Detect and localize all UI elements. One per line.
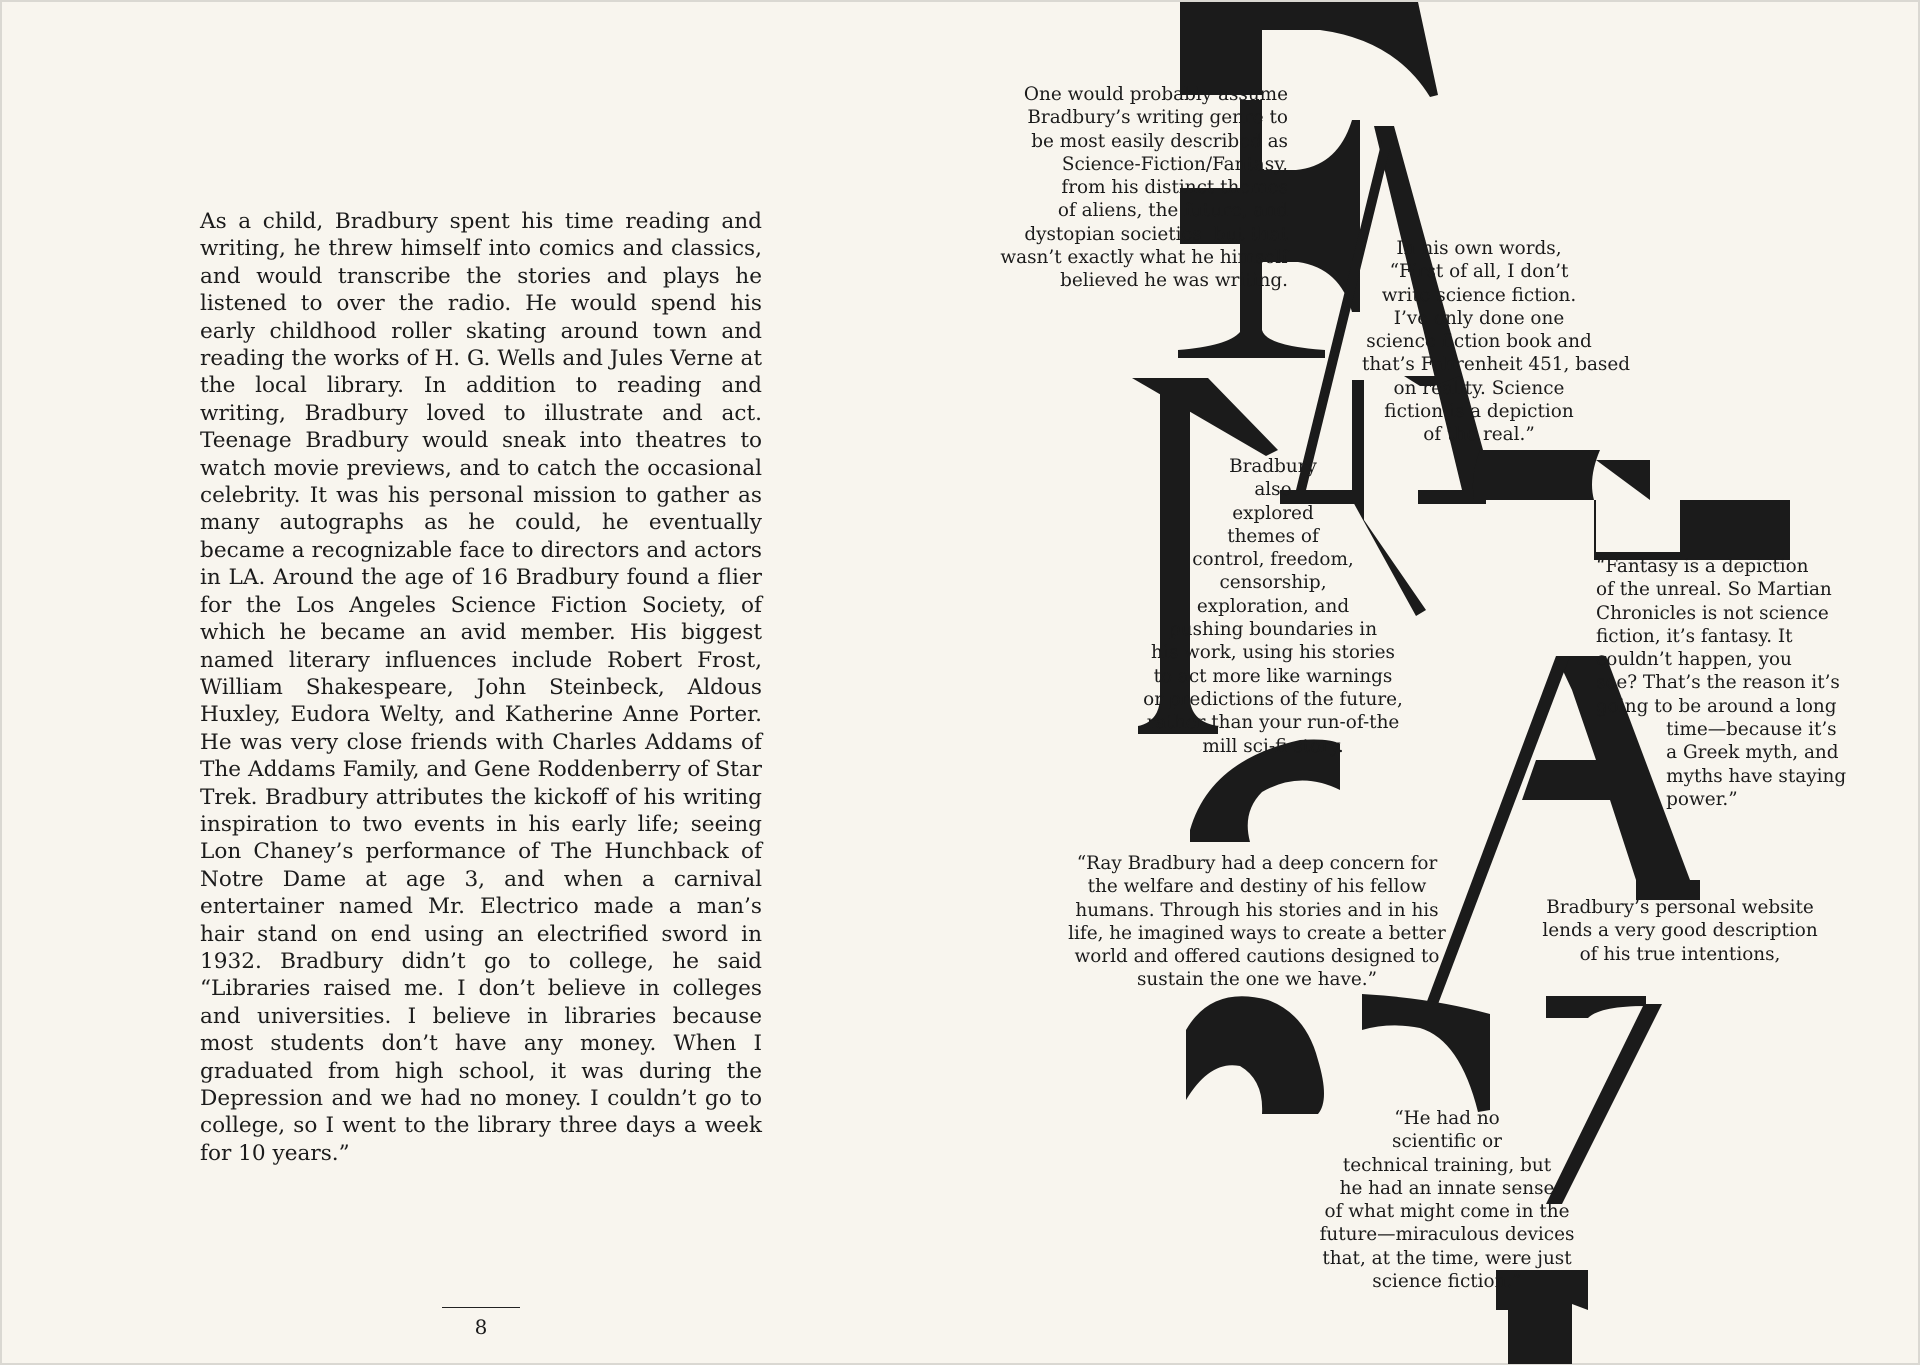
quote-training: “He had no scientific or technical training, but he had an innate sense of what might come in the future—miraculous devices that, at the time, were just science fiction.”: [1319, 1108, 1575, 1293]
quote-own-words: In his own words, “First of all, I don’t write science fiction. I’ve only done one science fiction book and that’s Fahrenheit 451, based on reality. Science fiction is a depiction of the real.”: [1362, 238, 1631, 446]
letter-t: [1473, 450, 1790, 560]
quote-website: Bradbury’s personal website lends a very good description of his true intentions,: [1542, 897, 1818, 965]
body-paragraph: As a child, Bradbury spent his time reading and writing, he threw himself into comics and classics, and would transcribe the stories and plays he listened to over the radio. He would spend his early childhood roller skating around town and reading the works of H. G. Wells and Jules Verne at the local library. In addition to reading and writing, Bradbury loved to illustrate and act. Teenage Bradbury would sneak into theatres to watch movie previews, and to catch the occasional celebrity. It was his personal mission to gather as many autographs as he could, he eventually became a recognizable face to directors and actors in LA. Around the age of 16 Bradbury found a flier for the Los Angeles Science Fiction Society, of which he became an avid member. His biggest named literary influences include Robert Frost, William Shakespeare, John Steinbeck, Aldous Huxley, Eudora Welty, and Katherine Anne Porter. He was very close friends with Charles Addams of The Addams Family, and Gene Roddenberry of Star Trek. Bradbury attributes the kickoff of his writing inspiration to two events in his early life; seeing Lon Chaney’s performance of The Hunchback of Notre Dame at age 3, and when a carnival entertainer named Mr. Electrico made a man’s hair stand on end using an electrified sword in 1932. Bradbury didn’t go to college, he said “Libraries raised me. I don’t believe in colleges and universities. I believe in libraries because most students don’t have any money. When I graduated from high school, it was during the Depression and we had no money. I couldn’t go to college, so I went to the library three days a week for 10 years.”: [200, 209, 762, 1166]
quote-genre: One would probably assume Bradbury’s writing genre to be most easily described as Science-Fiction/Fantasy, from his distinct themes of aliens, the future, and dystopian societies but that wasn’t exactly what he himself believed he was writing.: [1000, 84, 1288, 292]
quote-fantasy: “Fantasy is a depiction of the unreal. So Martian Chronicles is not science fiction, it’s fantasy. It couldn’t happen, you see? That’s the reason it’s going to be around a long time—because it’s a Greek myth, and myths have staying power.”: [1596, 556, 1847, 810]
page-number: 8: [474, 1315, 488, 1339]
quote-themes: Bradbury also explored themes of control, freedom, censorship, exploration, and pushing boundaries in his work, using his stories to act more like warnings or predictions of the future, rather than your run-of-the mill sci-fi story.: [1143, 456, 1403, 757]
quote-concern: “Ray Bradbury had a deep concern for the welfare and destiny of his fellow humans. Through his stories and in his life, he imagined ways to create a better world and offered cautions designed to sustain the one we have.”: [1068, 853, 1446, 991]
